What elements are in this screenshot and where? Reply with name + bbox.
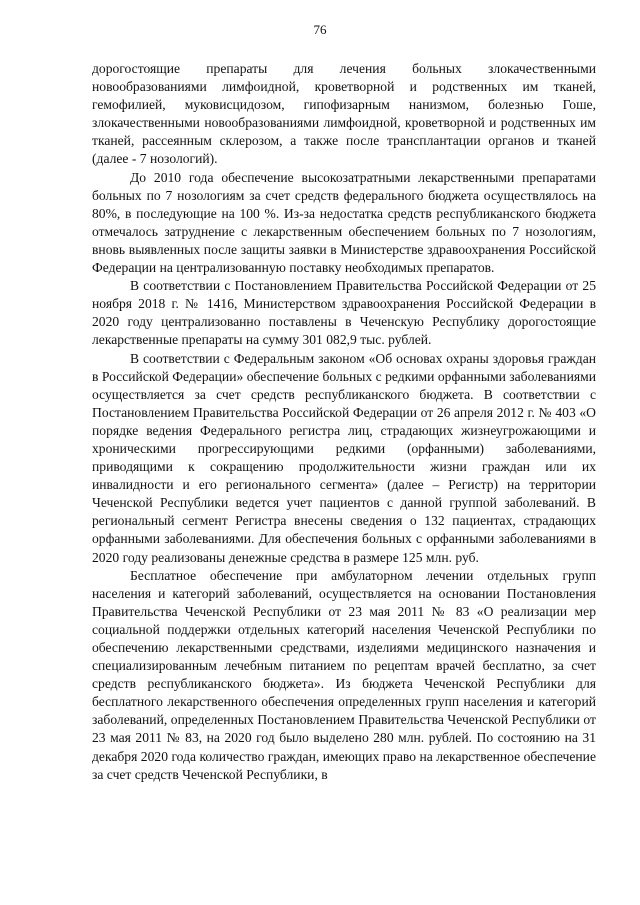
paragraph-3: В соответствии с Постановлением Правительства Российской Федерации от 25 ноября 2018 г. № 1416, Министерством здравоохранения Российской Федерации в 2020 году централизованно поставлены в Чеченскую Республику дорогостоящие лекарственные препараты на сумму 301 082,9 тыс. рублей. [92,278,596,348]
paragraph-4: В соответствии с Федеральным законом «Об основах охраны здоровья граждан в Российской Федерации» обеспечение больных с редкими орфанными заболеваниями осуществляется за счет средств республиканского бюджета. В соответствии с Постановлением Правительства Российской Федерации от 26 апреля 2012 г. № 403 «О порядке ведения Федерального регистра лиц, страдающих жизнеугрожающими и хроническими прогрессирующими редкими (орфанными) заболеваниями, приводящими к сокращению продолжительности жизни граждан или их инвалидности и его регионального сегмента» (далее – Регистр) на территории Чеченской Республики ведется учет пациентов с данной группой заболеваний. В региональный сегмент Регистра внесены сведения о 132 пациентах, страдающих орфанными заболеваниями. Для обеспечения больных с орфанными заболеваниями в 2020 году реализованы денежные средства в размере 125 млн. руб. [92,350,596,565]
page-number: 76 [313,22,327,37]
document-body [92,60,596,784]
paragraph-1: дорогостоящие препараты для лечения больных злокачественными новообразованиями лимфоидной, кроветворной и родственных им тканей, гемофилией, муковисцидозом, гипофизарным нанизмом, болезнью Гоше, злокачественными новообразованиями лимфоидной, кроветворной и родственных им тканей, рассеянным склерозом, а также после трансплантации органов и тканей (далее - 7 нозологий). [92,61,596,167]
paragraph-2: До 2010 года обеспечение высокозатратными лекарственными препаратами больных по 7 нозологиям за счет средств федерального бюджета осуществлялось на 80%, в последующие на 100 %. Из-за недостатка средств республиканского бюджета отмечалось затруднение с лекарственным обеспечением больных по 7 нозологиям, вновь выявленных после защиты заявки в Министерстве здравоохранения Российской Федерации на централизованную поставку необходимых препаратов. [92,169,596,276]
paragraph-5: Бесплатное обеспечение при амбулаторном лечении отдельных групп населения и категорий заболеваний, осуществляется на основании Постановления Правительства Чеченской Республики от 23 мая 2011 № 83 «О реализации мер социальной поддержки отдельных категорий населения Чеченской Республики по обеспечению лекарственными средствами, изделиями медицинского назначения и специализированным лечебным питанием по рецептам врачей бесплатно, за счет средств республиканского бюджета». Из бюджета Чеченской Республики для бесплатного лекарственного обеспечения определенных групп населения и категорий заболеваний, определенных Постановлением Правительства Чеченской Республики от 23 мая 2011 № 83, на 2020 год было выделено 280 млн. рублей. По состоянию на 31 декабря 2020 года количество граждан, имеющих право на лекарственное обеспечение за счет средств Чеченской Республики, в [92,567,596,782]
